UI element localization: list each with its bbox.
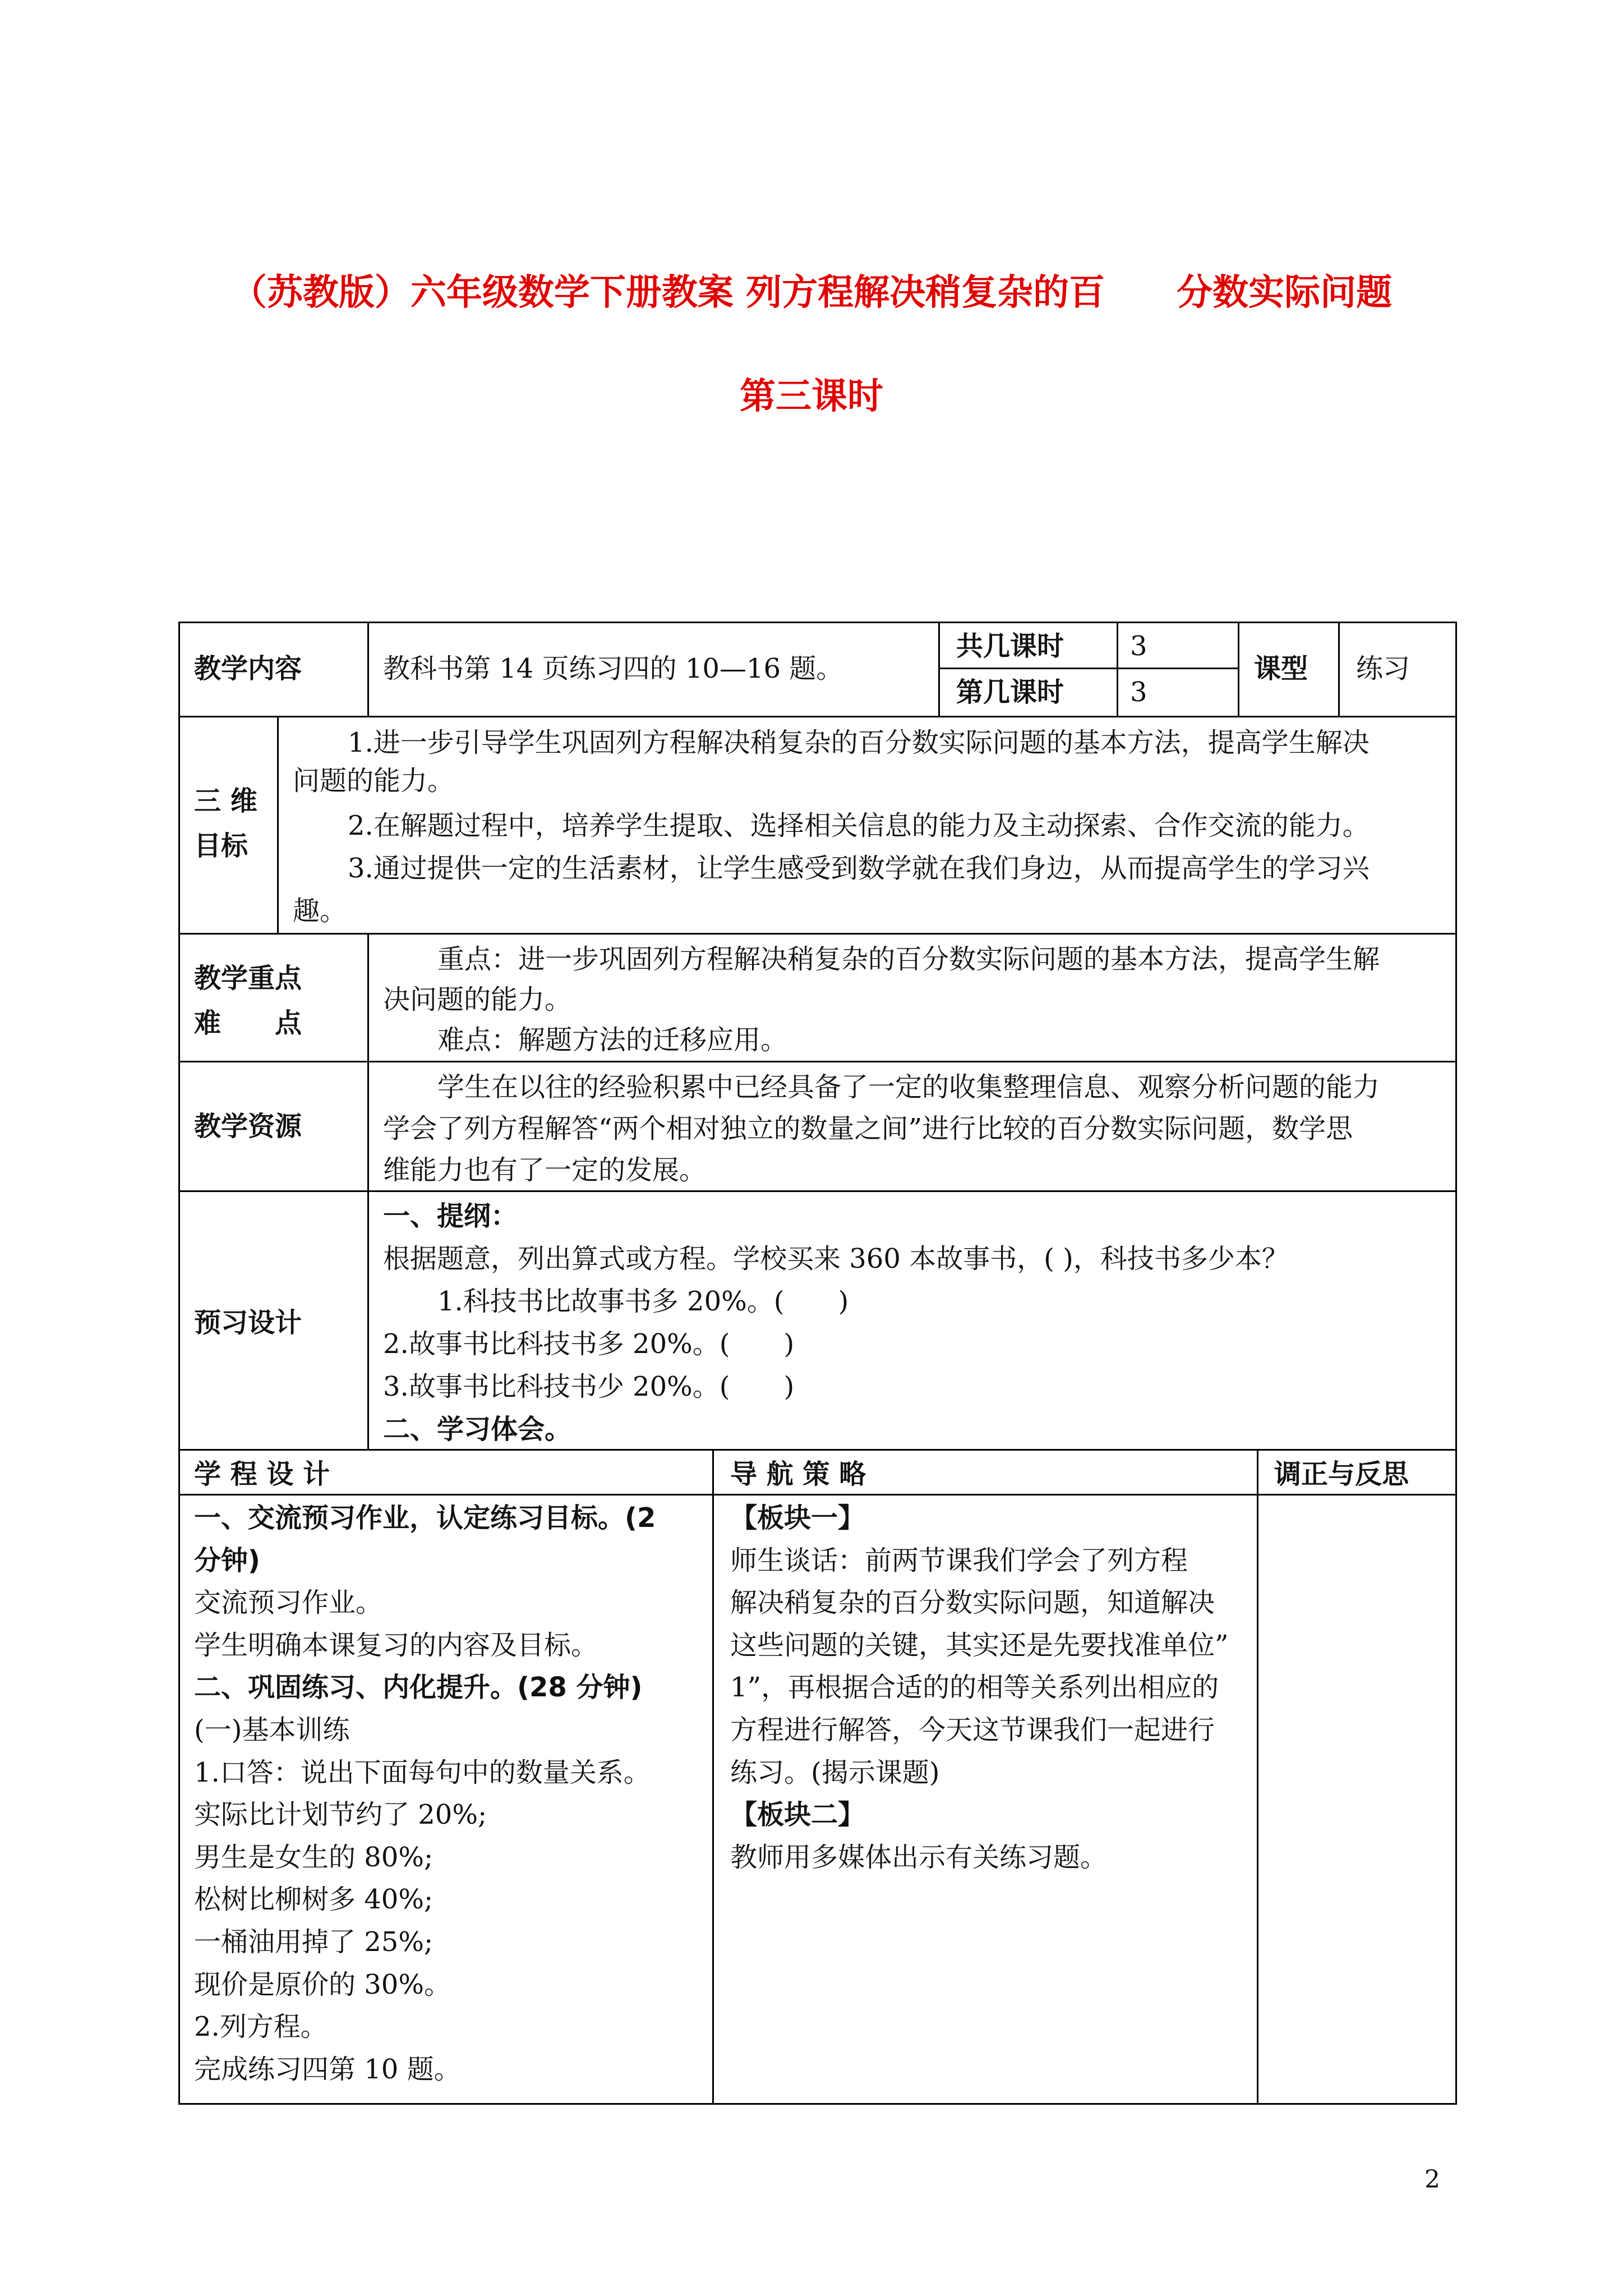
goal-item-1-line-2: 问题的能力。: [293, 765, 455, 797]
guidance-strategy-line: 方程进行解答，今天这节课我们一起进行: [730, 1714, 1215, 1746]
key-points-label-line-1: 教学重点: [194, 963, 302, 994]
table-border-top: [178, 622, 1457, 623]
total-lessons-value: 3: [1130, 631, 1147, 662]
lesson-type-value: 练习: [1356, 653, 1410, 684]
table-rule: [178, 933, 1457, 935]
resources-label: 教学资源: [194, 1111, 302, 1142]
table-border-bottom: [178, 2103, 1457, 2105]
resources-line-3: 维能力也有了一定的发展。: [383, 1154, 707, 1186]
preview-question-3: 3.故事书比科技书少 20%。( ): [383, 1371, 795, 1402]
table-rule: [367, 622, 369, 716]
guidance-strategy-line: 教师用多媒体出示有关练习题。: [730, 1841, 1108, 1873]
goals-label-line-2: 目标: [194, 830, 248, 862]
reflection-cell: [1258, 1496, 1455, 2102]
key-focus-line-2: 决问题的能力。: [383, 984, 572, 1015]
lesson-number-label: 第几课时: [956, 677, 1064, 708]
table-rule: [367, 933, 369, 1449]
resources-line-2: 学会了列方程解答“两个相对独立的数量之间”进行比较的百分数实际问题，数学思: [383, 1113, 1353, 1144]
guidance-strategy-line: 师生谈话：前两节课我们学会了列方程: [730, 1544, 1188, 1576]
preview-label: 预习设计: [194, 1307, 302, 1338]
preview-question-1: 1.科技书比故事书多 20%。( ): [437, 1286, 849, 1317]
table-rule: [712, 1449, 714, 2105]
guidance-strategy-line: 这些问题的关键，其实还是先要找准单位”: [730, 1629, 1229, 1661]
table-rule: [1117, 622, 1118, 716]
learning-process-line: 完成练习四第 10 题。: [194, 2053, 461, 2085]
table-rule: [1338, 622, 1340, 716]
learning-process-line: 一、交流预习作业，认定练习目标。(2: [194, 1502, 656, 1534]
learning-process-line: 男生是女生的 80%;: [194, 1841, 434, 1873]
resources-line-1: 学生在以往的经验积累中已经具备了一定的收集整理信息、观察分析问题的能力: [437, 1071, 1380, 1103]
guidance-strategy-line: 【板块二】: [730, 1799, 865, 1831]
goal-item-2: 2.在解题过程中，培养学生提取、选择相关信息的能力及主动探索、合作交流的能力。: [348, 810, 1370, 841]
lesson-type-label: 课型: [1254, 653, 1308, 684]
table-rule: [178, 716, 1457, 717]
learning-process-line: 学生明确本课复习的内容及目标。: [194, 1629, 598, 1661]
table-rule: [178, 1190, 1457, 1192]
goals-label-line-1: 三 维: [194, 785, 257, 817]
guidance-strategy-line: 1”，再根据合适的的相等关系列出相应的: [730, 1672, 1219, 1704]
table-rule: [178, 1061, 1457, 1062]
guidance-strategy-line: 练习。(揭示课题): [730, 1756, 940, 1788]
total-lessons-label: 共几课时: [956, 631, 1064, 662]
learning-process-line: 实际比计划节约了 20%;: [194, 1799, 487, 1831]
goal-item-3-line-2: 趣。: [293, 895, 347, 927]
key-focus-line-1: 重点：进一步巩固列方程解决稍复杂的百分数实际问题的基本方法，提高学生解: [437, 944, 1380, 975]
preview-intro: 根据题意，列出算式或方程。学校买来 360 本故事书，( )，科技书多少本？: [383, 1243, 1289, 1274]
learning-process-line: 松树比柳树多 40%;: [194, 1884, 434, 1916]
table-border-left: [178, 622, 180, 2105]
preview-heading-reflection: 二、学习体会。: [383, 1414, 572, 1445]
learning-process-header: 学 程 设 计: [194, 1458, 330, 1490]
guidance-strategy-line: 解决稍复杂的百分数实际问题，知道解决: [730, 1587, 1215, 1619]
reflection-header: 调正与反思: [1274, 1458, 1409, 1490]
goal-item-1-line-1: 1.进一步引导学生巩固列方程解决稍复杂的百分数实际问题的基本方法，提高学生解决: [348, 727, 1370, 758]
learning-process-line: 交流预习作业。: [194, 1587, 383, 1619]
lesson-number-value: 3: [1130, 677, 1147, 708]
difficulty-point: 难点：解题方法的迁移应用。: [437, 1024, 788, 1056]
learning-process-line: (一)基本训练: [194, 1714, 350, 1746]
teaching-content-label: 教学内容: [194, 653, 302, 684]
preview-heading-outline: 一、提纲：: [383, 1200, 518, 1232]
document-title-line-1: （苏教版）六年级数学下册教案 列方程解决稍复杂的百 分数实际问题: [230, 272, 1393, 314]
guidance-strategy-line: 【板块一】: [730, 1502, 865, 1534]
learning-process-line: 分钟): [194, 1544, 260, 1576]
teaching-content-value: 教科书第 14 页练习四的 10—16 题。: [383, 653, 843, 684]
page-number: 2: [1424, 2165, 1440, 2194]
learning-process-line: 2.列方程。: [194, 2011, 328, 2043]
table-rule: [277, 716, 279, 933]
learning-process-line: 二、巩固练习、内化提升。(28 分钟): [194, 1672, 643, 1704]
learning-process-line: 现价是原价的 30%。: [194, 1968, 451, 2000]
learning-process-line: 1.口答：说出下面每句中的数量关系。: [194, 1756, 651, 1788]
goal-item-3-line-1: 3.通过提供一定的生活素材，让学生感受到数学就在我们身边，从而提高学生的学习兴: [348, 853, 1370, 884]
key-points-label-line-2: 难 点: [194, 1007, 302, 1039]
table-rule: [1238, 622, 1239, 716]
table-rule: [178, 1449, 1457, 1451]
preview-question-2: 2.故事书比科技书多 20%。( ): [383, 1328, 795, 1360]
learning-process-line: 一桶油用掉了 25%;: [194, 1926, 434, 1958]
document-title-line-2: 第三课时: [740, 376, 883, 417]
table-border-right: [1455, 622, 1457, 2105]
guidance-strategy-header: 导 航 策 略: [730, 1458, 866, 1490]
table-rule: [938, 622, 940, 716]
